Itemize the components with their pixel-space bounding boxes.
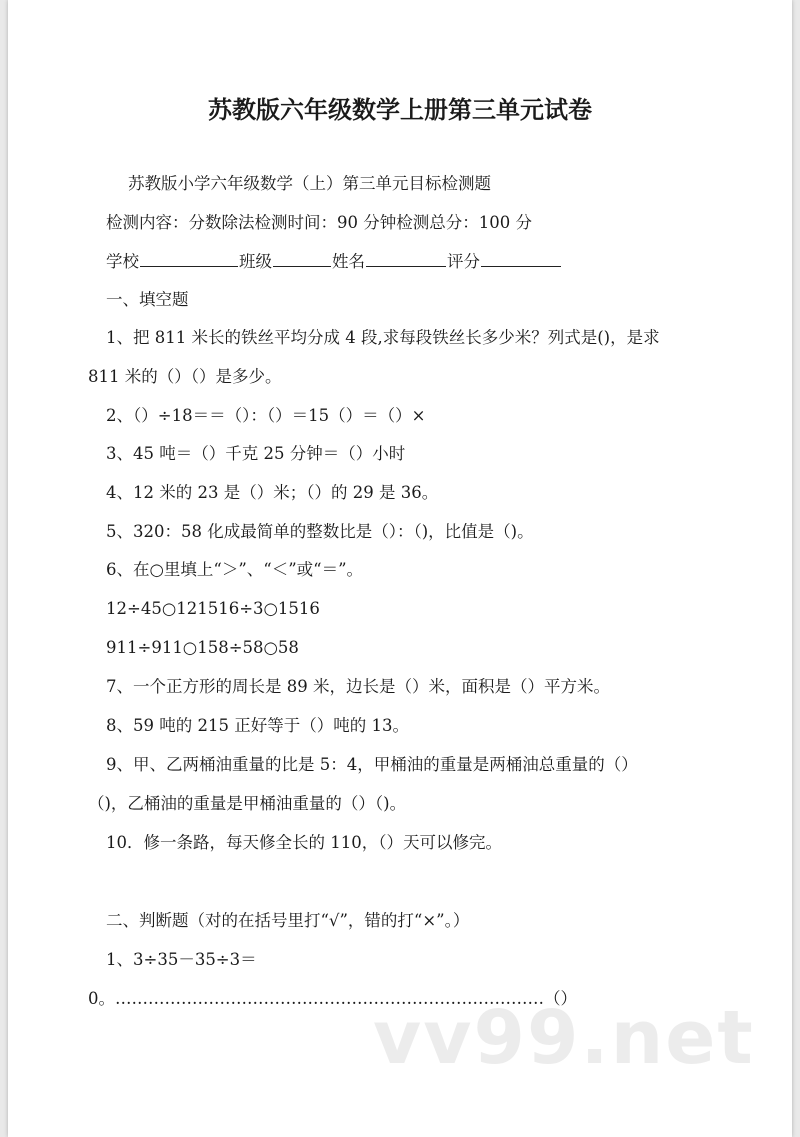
subtitle: 苏教版小学六年级数学（上）第三单元目标检测题 [128, 174, 491, 193]
school-blank [140, 250, 238, 267]
section-heading-fill-blank: 一、填空题 [106, 290, 189, 309]
name-blank [366, 250, 446, 267]
question-1-line-2: 811 米的（）（）是多少。 [88, 367, 282, 386]
question-4: 4、12 米的 23 是（）米；（）的 29 是 36。 [106, 483, 439, 502]
question-6-compare-a: 12÷45○121516÷3○1516 [106, 599, 320, 618]
question-7: 7、一个正方形的周长是 89 米，边长是（）米，面积是（）平方米。 [106, 677, 610, 696]
question-6-compare-b: 911÷911○158÷58○58 [106, 638, 299, 657]
question-3: 3、45 吨＝（）千克 25 分钟＝（）小时 [106, 444, 406, 463]
question-1-line-1: 1、把 811 米长的铁丝平均分成 4 段,求每段铁丝长多少米？列式是()，是求 [106, 328, 660, 347]
question-2: 2、（）÷18＝＝（）：（）＝15（）＝（）× [106, 406, 426, 425]
score-blank [481, 250, 561, 267]
question-10: 10．修一条路，每天修全长的 110，（）天可以修完。 [106, 833, 502, 852]
watermark: vv99.net [373, 995, 755, 1081]
tf-question-1-line-1: 1、3÷35－35÷3＝ [106, 950, 257, 969]
question-9-line-1: 9、甲、乙两桶油重量的比是 5：4，甲桶油的重量是两桶油总重量的（） [106, 755, 638, 774]
exam-info: 检测内容：分数除法检测时间：90 分钟检测总分：100 分 [106, 213, 532, 232]
question-6: 6、在○里填上“＞”、“＜”或“＝”。 [106, 560, 364, 579]
school-label: 学校 [106, 252, 139, 271]
class-blank [273, 250, 331, 267]
question-9-line-2: （)，乙桶油的重量是甲桶油重量的（）（)。 [88, 794, 407, 813]
question-8: 8、59 吨的 215 正好等于（）吨的 13。 [106, 716, 409, 735]
page-title: 苏教版六年级数学上册第三单元试卷 [208, 96, 592, 124]
section-heading-true-false: 二、判断题（对的在括号里打“√”，错的打“×”。） [106, 911, 470, 930]
name-label: 姓名 [332, 252, 365, 271]
student-fields-row [106, 250, 562, 273]
class-label: 班级 [239, 252, 272, 271]
score-label: 评分 [447, 252, 480, 271]
question-5: 5、320：58 化成最简单的整数比是（）：（)，比值是（)。 [106, 522, 534, 541]
exam-page [8, 0, 792, 1137]
tf-question-1-line-2: 0。……………………………………………………………………（） [88, 989, 577, 1008]
